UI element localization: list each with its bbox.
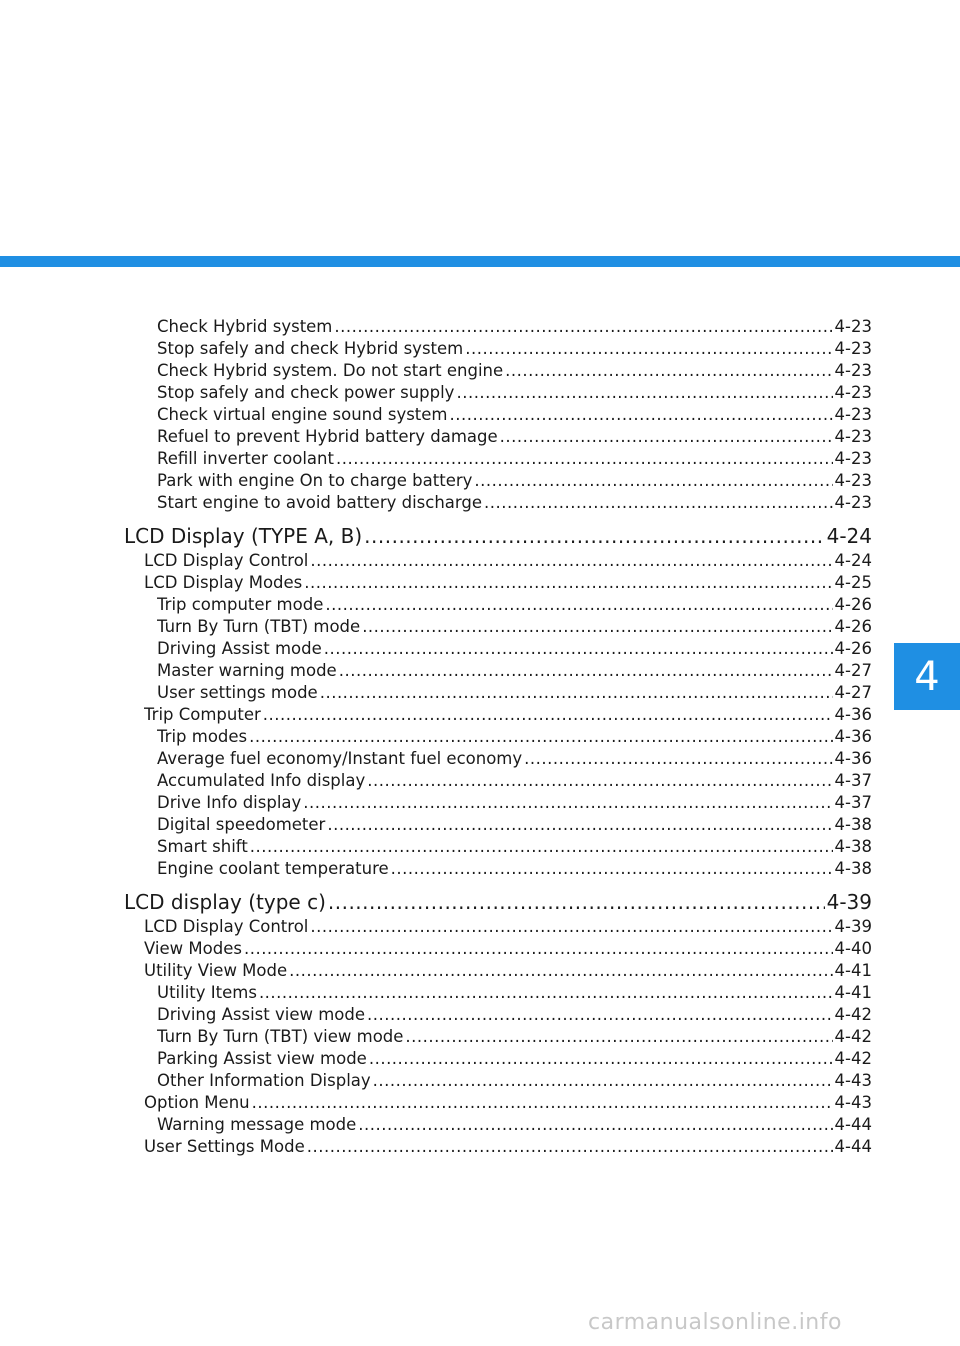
toc-dot-leader bbox=[310, 916, 832, 938]
toc-dot-leader bbox=[373, 1070, 833, 1092]
toc-entry-page: 4-43 bbox=[834, 1093, 872, 1112]
toc-dot-leader bbox=[324, 638, 833, 660]
toc-entry[interactable] bbox=[157, 492, 872, 514]
toc-dot-leader bbox=[364, 522, 824, 550]
toc-entry-title: Check Hybrid system. Do not start engine bbox=[157, 361, 504, 380]
toc-entry-title: Trip computer mode bbox=[157, 595, 324, 614]
toc-entry-title: Parking Assist view mode bbox=[157, 1049, 367, 1068]
toc-entry[interactable] bbox=[144, 960, 872, 982]
toc-dot-leader bbox=[325, 594, 832, 616]
toc-entry-page: 4-44 bbox=[834, 1115, 872, 1134]
toc-entry-title: Option Menu bbox=[144, 1093, 250, 1112]
toc-entry-page: 4-23 bbox=[834, 471, 872, 490]
chapter-number: 4 bbox=[914, 653, 940, 700]
toc-entry[interactable] bbox=[144, 938, 872, 960]
toc-entry-title: Other Information Display bbox=[157, 1071, 371, 1090]
toc-entry-title: Refuel to prevent Hybrid battery damage bbox=[157, 427, 498, 446]
toc-entry-title: Trip Computer bbox=[144, 705, 261, 724]
toc-entry-page: 4-39 bbox=[834, 917, 872, 936]
toc-entry-page: 4-36 bbox=[834, 705, 872, 724]
toc-dot-leader bbox=[524, 748, 832, 770]
toc-entry[interactable] bbox=[157, 726, 872, 748]
toc-dot-leader bbox=[320, 682, 833, 704]
toc-dot-leader bbox=[505, 360, 832, 382]
toc-dot-leader bbox=[367, 1004, 833, 1026]
toc-entry-title: View Modes bbox=[144, 939, 242, 958]
toc-dot-leader bbox=[249, 726, 832, 748]
toc-dot-leader bbox=[367, 770, 832, 792]
toc-entry-page: 4-43 bbox=[834, 1071, 872, 1090]
toc-entry-page: 4-42 bbox=[834, 1049, 872, 1068]
toc-entry-page: 4-23 bbox=[834, 339, 872, 358]
toc-entry-title: Master warning mode bbox=[157, 661, 337, 680]
toc-entry-title: LCD Display Modes bbox=[144, 573, 303, 592]
toc-entry[interactable] bbox=[157, 858, 872, 880]
toc-entry[interactable] bbox=[157, 426, 872, 448]
toc-entry[interactable] bbox=[157, 836, 872, 858]
toc-entry[interactable] bbox=[157, 316, 872, 338]
toc-entry-title: LCD display (type c) bbox=[124, 890, 326, 914]
toc-entry-page: 4-23 bbox=[834, 427, 872, 446]
toc-dot-leader bbox=[259, 982, 833, 1004]
toc-entry-title: Refill inverter coolant bbox=[157, 449, 334, 468]
toc-entry-title: User Settings Mode bbox=[144, 1137, 305, 1156]
toc-entry[interactable] bbox=[144, 572, 872, 594]
toc-entry-page: 4-23 bbox=[834, 383, 872, 402]
toc-entry-page: 4-44 bbox=[834, 1137, 872, 1156]
toc-entry-page: 4-27 bbox=[834, 683, 872, 702]
chapter-tab[interactable] bbox=[894, 643, 960, 710]
toc-dot-leader bbox=[310, 550, 832, 572]
toc-entry-title: Stop safely and check Hybrid system bbox=[157, 339, 464, 358]
toc-entry-page: 4-27 bbox=[834, 661, 872, 680]
toc-entry-title: LCD Display Control bbox=[144, 917, 309, 936]
toc-entry-page: 4-36 bbox=[834, 727, 872, 746]
toc-entry-page: 4-38 bbox=[834, 837, 872, 856]
toc-entry-title: Turn By Turn (TBT) mode bbox=[157, 617, 361, 636]
toc-entry-title: Trip modes bbox=[157, 727, 248, 746]
toc-entry-page: 4-23 bbox=[834, 405, 872, 424]
toc-entry-title: LCD Display Control bbox=[144, 551, 309, 570]
toc-entry[interactable] bbox=[157, 982, 872, 1004]
toc-entry-page: 4-38 bbox=[834, 859, 872, 878]
toc-entry-title: Stop safely and check power supply bbox=[157, 383, 455, 402]
toc-entry[interactable] bbox=[157, 770, 872, 792]
toc-entry[interactable] bbox=[157, 792, 872, 814]
toc-dot-leader bbox=[252, 1092, 833, 1114]
toc-section-heading[interactable] bbox=[124, 888, 872, 916]
toc-entry-page: 4-24 bbox=[834, 551, 872, 570]
toc-entry-page: 4-26 bbox=[834, 639, 872, 658]
toc-dot-leader bbox=[358, 1114, 832, 1136]
toc-dot-leader bbox=[328, 888, 825, 916]
toc-entry[interactable] bbox=[144, 704, 872, 726]
watermark: carmanualsonline.info bbox=[588, 1310, 842, 1335]
toc-entry[interactable] bbox=[144, 550, 872, 572]
toc-entry-page: 4-37 bbox=[834, 793, 872, 812]
toc-dot-leader bbox=[307, 1136, 833, 1158]
toc-entry-page: 4-39 bbox=[826, 890, 872, 914]
toc-entry[interactable] bbox=[157, 448, 872, 470]
toc-entry-title: Check Hybrid system bbox=[157, 317, 333, 336]
toc-dot-leader bbox=[244, 938, 833, 960]
toc-dot-leader bbox=[465, 338, 832, 360]
toc-entry[interactable] bbox=[157, 470, 872, 492]
toc-entry-page: 4-26 bbox=[834, 617, 872, 636]
toc-entry-page: 4-23 bbox=[834, 449, 872, 468]
toc-dot-leader bbox=[250, 836, 833, 858]
toc-entry-title: Check virtual engine sound system bbox=[157, 405, 448, 424]
toc-entry-page: 4-38 bbox=[834, 815, 872, 834]
toc-entry-title: Warning message mode bbox=[157, 1115, 357, 1134]
toc-dot-leader bbox=[327, 814, 832, 836]
toc-entry-title: Engine coolant temperature bbox=[157, 859, 389, 878]
toc-dot-leader bbox=[263, 704, 833, 726]
toc-entry-page: 4-36 bbox=[834, 749, 872, 768]
toc-entry[interactable] bbox=[157, 360, 872, 382]
toc-dot-leader bbox=[484, 492, 833, 514]
toc-dot-leader bbox=[391, 858, 833, 880]
toc-entry[interactable] bbox=[157, 1004, 872, 1026]
toc-entry[interactable] bbox=[157, 594, 872, 616]
toc-entry-title: Turn By Turn (TBT) view mode bbox=[157, 1027, 404, 1046]
toc-entry[interactable] bbox=[157, 382, 872, 404]
toc-entry-page: 4-41 bbox=[834, 983, 872, 1002]
toc-entry[interactable] bbox=[144, 1092, 872, 1114]
toc-entry-page: 4-42 bbox=[834, 1005, 872, 1024]
toc-dot-leader bbox=[289, 960, 832, 982]
toc-entry-title: Utility Items bbox=[157, 983, 257, 1002]
toc-dot-leader bbox=[405, 1026, 832, 1048]
toc-entry[interactable] bbox=[144, 1136, 872, 1158]
toc-dot-leader bbox=[336, 448, 833, 470]
toc-entry-page: 4-37 bbox=[834, 771, 872, 790]
toc-entry-title: Start engine to avoid battery discharge bbox=[157, 493, 483, 512]
toc-dot-leader bbox=[339, 660, 833, 682]
toc-dot-leader bbox=[362, 616, 832, 638]
toc-entry[interactable] bbox=[157, 638, 872, 660]
toc-entry[interactable] bbox=[157, 1114, 872, 1136]
toc-entry-page: 4-40 bbox=[834, 939, 872, 958]
toc-entry-page: 4-23 bbox=[834, 493, 872, 512]
toc-entry-title: Average fuel economy/Instant fuel economy bbox=[157, 749, 523, 768]
toc-entry[interactable] bbox=[157, 814, 872, 836]
toc-entry[interactable] bbox=[157, 682, 872, 704]
toc-entry-page: 4-24 bbox=[826, 524, 872, 548]
toc-entry[interactable] bbox=[144, 916, 872, 938]
chapter-color-band bbox=[0, 256, 960, 267]
toc-entry-title: User settings mode bbox=[157, 683, 318, 702]
toc-dot-leader bbox=[474, 470, 832, 492]
toc-dot-leader bbox=[334, 316, 832, 338]
toc-dot-leader bbox=[369, 1048, 833, 1070]
toc-dot-leader bbox=[456, 382, 832, 404]
toc-entry[interactable] bbox=[157, 404, 872, 426]
toc-entry[interactable] bbox=[157, 748, 872, 770]
toc-entry-page: 4-42 bbox=[834, 1027, 872, 1046]
toc-entry-title: Digital speedometer bbox=[157, 815, 326, 834]
toc-entry-page: 4-25 bbox=[834, 573, 872, 592]
toc-entry[interactable] bbox=[157, 616, 872, 638]
toc-entry-page: 4-26 bbox=[834, 595, 872, 614]
toc-entry-title: Smart shift bbox=[157, 837, 248, 856]
toc-entry[interactable] bbox=[157, 1048, 872, 1070]
toc-dot-leader bbox=[304, 572, 832, 594]
toc-section-heading[interactable] bbox=[124, 522, 872, 550]
toc-entry[interactable] bbox=[157, 660, 872, 682]
toc-entry[interactable] bbox=[157, 338, 872, 360]
toc-entry-title: Utility View Mode bbox=[144, 961, 288, 980]
toc-dot-leader bbox=[303, 792, 832, 814]
toc-entry-title: LCD Display (TYPE A, B) bbox=[124, 524, 363, 548]
toc-entry-page: 4-41 bbox=[834, 961, 872, 980]
toc-entry-title: Drive Info display bbox=[157, 793, 302, 812]
toc-dot-leader bbox=[450, 404, 833, 426]
toc-entry-title: Driving Assist mode bbox=[157, 639, 322, 658]
toc-entry[interactable] bbox=[157, 1026, 872, 1048]
toc-entry-title: Accumulated Info display bbox=[157, 771, 366, 790]
toc-entry-page: 4-23 bbox=[834, 361, 872, 380]
toc-dot-leader bbox=[500, 426, 833, 448]
toc-entry-title: Park with engine On to charge battery bbox=[157, 471, 473, 490]
toc-entry[interactable] bbox=[157, 1070, 872, 1092]
toc-entry-title: Driving Assist view mode bbox=[157, 1005, 366, 1024]
toc-entry-page: 4-23 bbox=[834, 317, 872, 336]
